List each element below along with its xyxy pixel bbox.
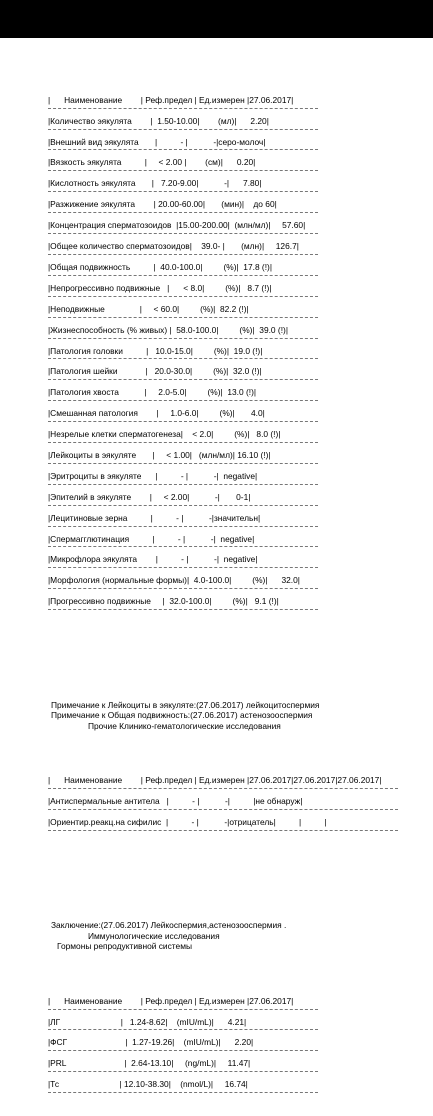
hormone-table xyxy=(48,992,433,1093)
table-row: |Патология хвоста | 2.0-5.0| (%)| 13.0 (!)| xyxy=(48,387,257,398)
table-row: |Тс | 12.10-38.30| (nmol/L)| 16.74| xyxy=(48,1079,248,1090)
table-row: |ЛГ | 1.24-8.62| (mIU/mL)| 4.21| xyxy=(48,1016,247,1027)
table-row: |ФСГ | 1.27-19.26| (mIU/mL)| 2.20| xyxy=(48,1037,254,1048)
table-row: |Лецитиновые зерна | - | -|значительн| xyxy=(48,512,261,523)
table-row: |Морфология (нормальные формы)| 4.0-100.0| (%)| 32.0| xyxy=(48,575,300,586)
table-row: |Антиспермальные антитела | - | -| |не обнаруж| xyxy=(48,795,303,806)
note-line: Иммунологические исследования xyxy=(88,930,220,941)
note-line: Заключение:(27.06.2017) Лейкоспермия,астенозооспермия . xyxy=(51,920,287,931)
table-header: | Наименование | Реф.предел | Ед.измерен |27.06.2017|27.06.2017|27.06.2017| xyxy=(48,775,382,786)
antibody-table xyxy=(48,771,433,831)
semen-analysis-table xyxy=(48,91,433,610)
table-row: |Общая подвижность | 40.0-100.0| (%)| 17.8 (!)| xyxy=(48,261,273,272)
table-row: |Патология головки | 10.0-15.0| (%)| 19.0 (!)| xyxy=(48,345,263,356)
table-row: |Прогрессивно подвижные | 32.0-100.0| (%)| 9.1 (!)| xyxy=(48,596,279,607)
note-line: Примечание к Общая подвижность:(27.06.2017) астенозооспермия xyxy=(51,710,313,721)
conclusion-section xyxy=(48,920,433,952)
table-row: |Микрофлора эякулята | - | -| negative| xyxy=(48,554,258,565)
note-line: Гормоны репродуктивной системы xyxy=(57,941,192,952)
table-row: |Незрелые клетки сперматогенеза| < 2.0| (%)| 8.0 (!)| xyxy=(48,429,281,440)
table-row: |Разжижение эякулята | 20.00-60.00| (мин)| до 60| xyxy=(48,199,277,210)
table-row: |Эритроциты в эякуляте | - | -| negative| xyxy=(48,470,258,481)
table-header: | Наименование | Реф.предел | Ед.измерен |27.06.2017| xyxy=(48,94,294,105)
table-row: |Лейкоциты в эякуляте | < 1.00| (млн/мл)| 16.10 (!)| xyxy=(48,449,271,460)
table-row: |Концентрация сперматозоидов |15.00-200.00| (млн/мл)| 57.60| xyxy=(48,220,306,231)
table-row: |Эпителий в эякуляте | < 2.00| -| 0-1| xyxy=(48,491,251,502)
note-line: Прочие Клинико-гематологические исследования xyxy=(88,720,281,731)
table-row: |Внешний вид эякулята | - | -|серо-молоч| xyxy=(48,136,266,147)
top-bar xyxy=(0,0,433,38)
notes-section xyxy=(48,700,433,732)
note-line: Примечание к Лейкоциты в эякуляте:(27.06.2017) лейкоцитоспермия xyxy=(51,699,320,710)
lab-report xyxy=(48,51,433,1116)
table-row: |Ориентир.реакц.на сифилис | - | -|отрицатель| | | xyxy=(48,816,327,827)
table-row: |Кислотность эякулята | 7.20-9.00| -| 7.80| xyxy=(48,178,262,189)
table-row: |Неподвижные | < 60.0| (%)| 82.2 (!)| xyxy=(48,303,249,314)
table-row: |PRL | 2.64-13.10| (ng/mL)| 11.47| xyxy=(48,1058,251,1069)
table-row: |Общее количество сперматозоидов| 39.0- | (млн)| 126.7| xyxy=(48,241,299,252)
table-row: |Патология шейки | 20.0-30.0| (%)| 32.0 (!)| xyxy=(48,366,262,377)
table-row: |Жизнеспособность (% живых) | 58.0-100.0| (%)| 39.0 (!)| xyxy=(48,324,288,335)
table-header: | Наименование | Реф.предел | Ед.измерен |27.06.2017| xyxy=(48,995,294,1006)
table-row: |Количество эякулята | 1.50-10.00| (мл)| 2.20| xyxy=(48,115,269,126)
table-row: |Непрогрессивно подвижные | < 8.0| (%)| 8.7 (!)| xyxy=(48,282,272,293)
table-row: |Спермагглютинация | - | -| negative| xyxy=(48,533,255,544)
table-row: |Смешанная патология | 1.0-6.0| (%)| 4.0| xyxy=(48,408,265,419)
table-row: |Вязкость эякулята | < 2.00 | (см)| 0.20| xyxy=(48,157,256,168)
